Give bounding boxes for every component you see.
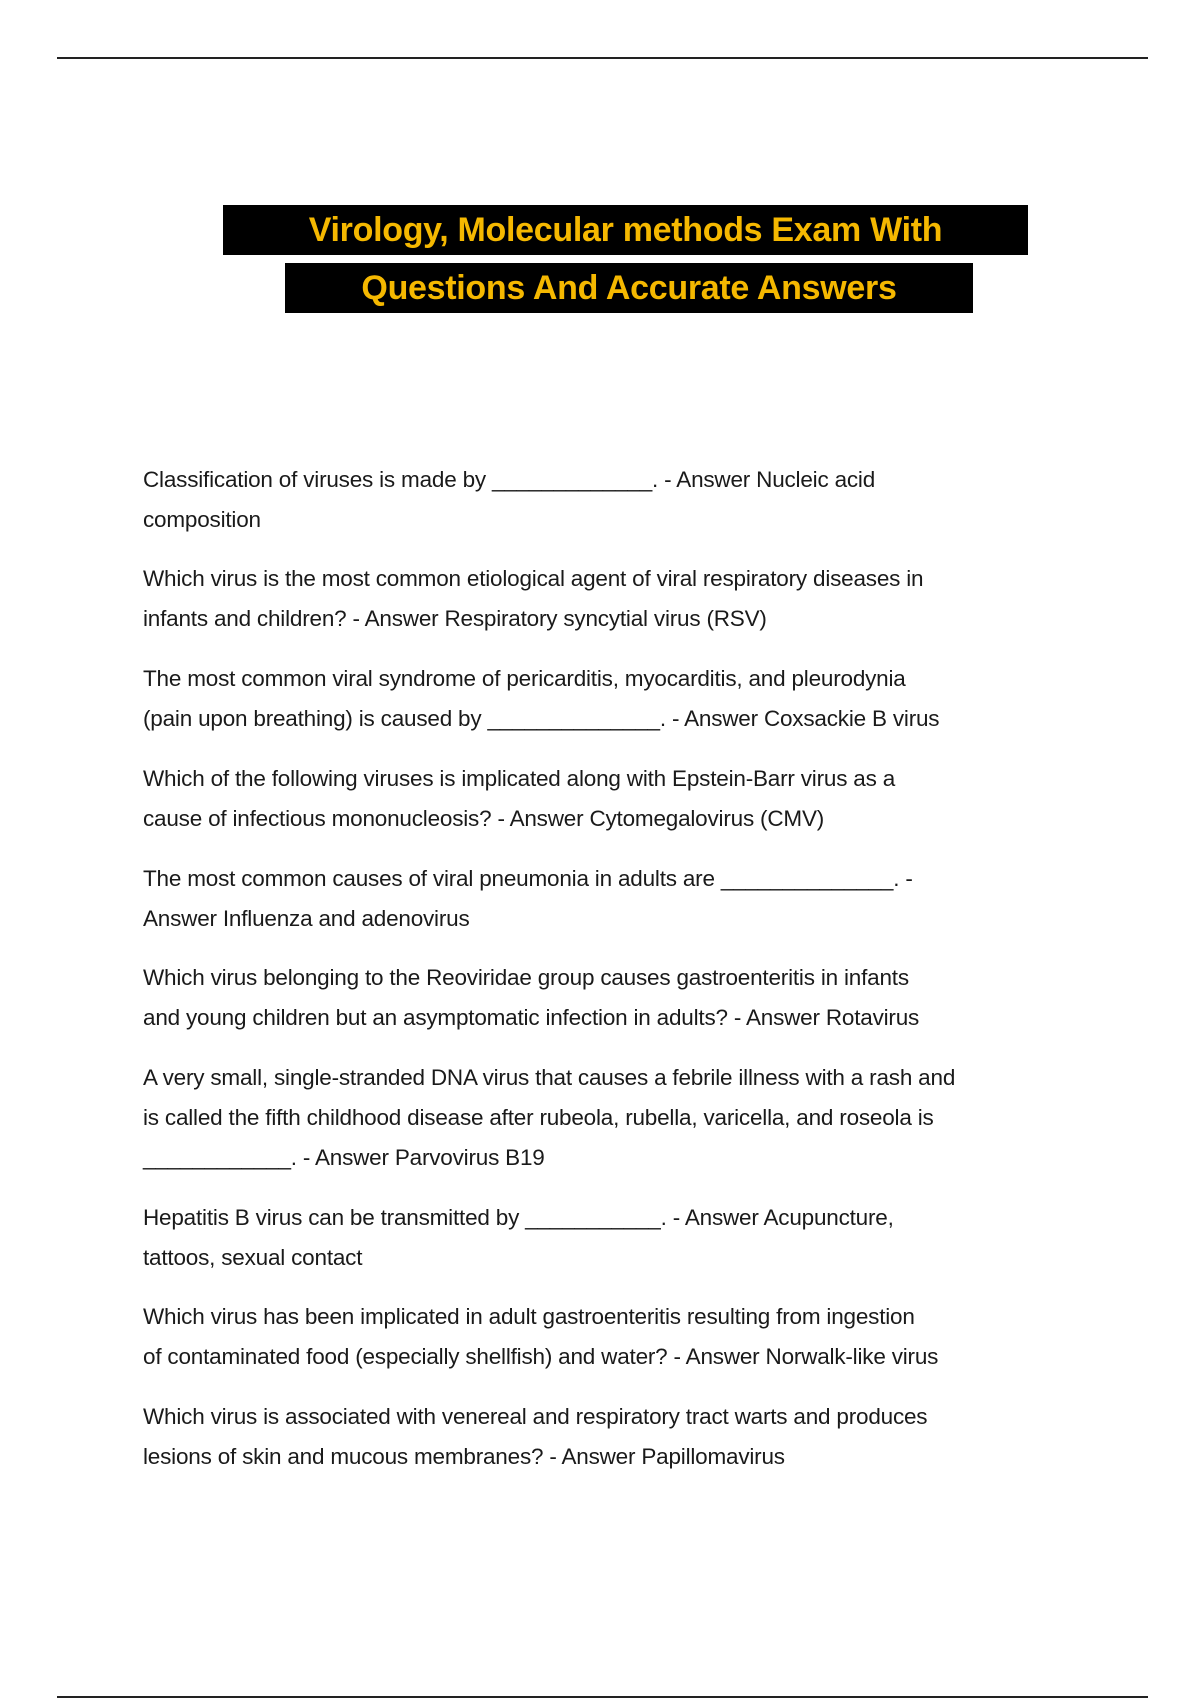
qa-item (143, 759, 1103, 839)
qa-item (143, 859, 1103, 939)
qa-item (143, 958, 1103, 1038)
qa-text-line: Hepatitis B virus can be transmitted by ___________. - Answer Acupuncture, (143, 1205, 894, 1230)
qa-text-line: tattoos, sexual contact (143, 1245, 363, 1270)
qa-item (143, 460, 1103, 540)
header-rule (57, 57, 1148, 59)
qa-text-line: The most common viral syndrome of pericarditis, myocarditis, and pleurodynia (143, 666, 906, 691)
qa-text-line: composition (143, 507, 261, 532)
qa-text-line: Classification of viruses is made by _____________. - Answer Nucleic acid (143, 467, 876, 492)
qa-text-line: The most common causes of viral pneumonia in adults are ______________. - (143, 866, 913, 891)
qa-text-line: of contaminated food (especially shellfish) and water? - Answer Norwalk-like virus (143, 1344, 939, 1369)
qa-text-line: and young children but an asymptomatic infection in adults? - Answer Rotavirus (143, 1005, 920, 1030)
qa-text-line: ____________. - Answer Parvovirus B19 (143, 1145, 545, 1170)
qa-text-line: infants and children? - Answer Respiratory syncytial virus (RSV) (143, 606, 767, 631)
qa-text-line: Which of the following viruses is implicated along with Epstein-Barr virus as a (143, 766, 896, 791)
qa-text-line: cause of infectious mononucleosis? - Answer Cytomegalovirus (CMV) (143, 806, 825, 831)
qa-item (143, 659, 1103, 739)
document-title-line-2: Questions And Accurate Answers (285, 263, 973, 313)
qa-text-line: Which virus is the most common etiological agent of viral respiratory diseases in (143, 566, 924, 591)
footer-rule (57, 1696, 1148, 1698)
qa-text-line: Answer Influenza and adenovirus (143, 906, 470, 931)
qa-text-line: (pain upon breathing) is caused by ______________. - Answer Coxsackie B virus (143, 706, 940, 731)
qa-text-line: is called the fifth childhood disease after rubeola, rubella, varicella, and roseola is (143, 1105, 934, 1130)
qa-text-line: lesions of skin and mucous membranes? - Answer Papillomavirus (143, 1444, 785, 1469)
qa-text-line: Which virus is associated with venereal and respiratory tract warts and produces (143, 1404, 928, 1429)
qa-item (143, 1297, 1103, 1377)
qa-item (143, 1198, 1103, 1278)
document-title-line-1: Virology, Molecular methods Exam With (223, 205, 1028, 255)
qa-item (143, 1058, 1103, 1178)
qa-item (143, 559, 1103, 639)
qa-text-line: Which virus belonging to the Reoviridae group causes gastroenteritis in infants (143, 965, 909, 990)
qa-text-line: A very small, single-stranded DNA virus that causes a febrile illness with a rash and (143, 1065, 956, 1090)
qa-item (143, 1397, 1103, 1477)
qa-text-line: Which virus has been implicated in adult gastroenteritis resulting from ingestion (143, 1304, 915, 1329)
